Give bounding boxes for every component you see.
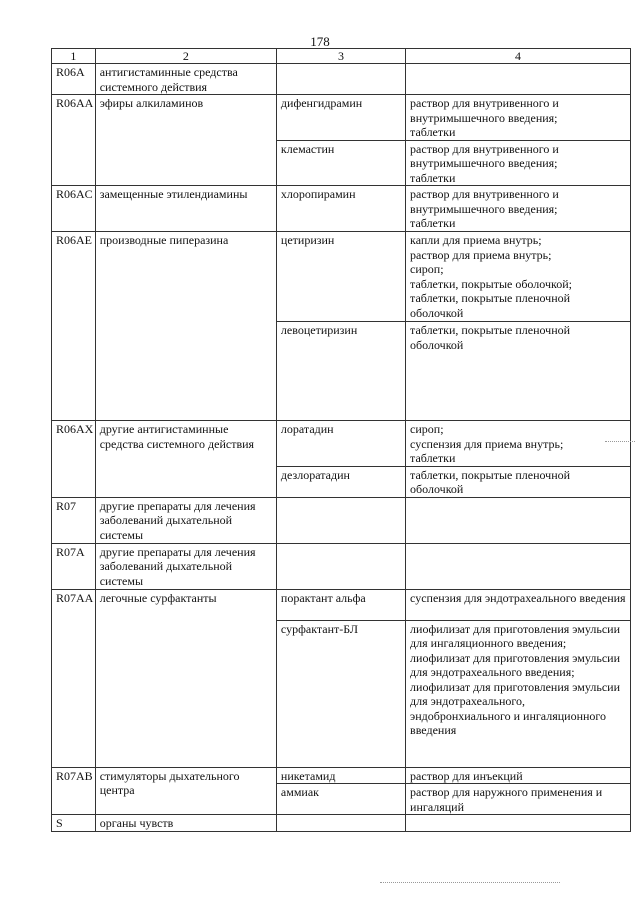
group-name-cell: стимуляторы дыхательного центра bbox=[95, 767, 276, 815]
atc-code-cell: R06AA bbox=[52, 95, 96, 186]
atc-code-cell: R06A bbox=[52, 64, 96, 95]
dosage-form: раствор для приема внутрь; bbox=[410, 247, 552, 262]
atc-code-cell: S bbox=[52, 815, 96, 832]
atc-code-cell: R06AE bbox=[52, 232, 96, 421]
atc-code-cell: R07 bbox=[52, 497, 96, 543]
dosage-form: таблетки, покрытые оболочкой; bbox=[410, 276, 572, 291]
dosage-form: сироп; bbox=[410, 422, 444, 436]
dosage-form-cell bbox=[406, 466, 631, 497]
table-row bbox=[52, 543, 631, 589]
drug-name-cell: лоратадин bbox=[276, 421, 405, 467]
dosage-form: таблетки bbox=[410, 170, 456, 185]
atc-code-cell: R07A bbox=[52, 543, 96, 589]
column-header: 3 bbox=[276, 49, 405, 64]
drug-name-cell: хлоропирамин bbox=[276, 186, 405, 232]
dosage-form: суспензия для эндотрахеального введения bbox=[410, 590, 626, 605]
drug-name-cell: сурфактант-БЛ bbox=[276, 620, 405, 767]
table-row bbox=[52, 232, 631, 322]
dosage-form-cell bbox=[406, 497, 631, 543]
header-row bbox=[52, 49, 631, 64]
dosage-form: лиофилизат для приготовления эмульсии для эндотрахеального введения; bbox=[410, 650, 620, 679]
drug-name-cell bbox=[276, 497, 405, 543]
dosage-form: таблетки, покрытые пленочной оболочкой bbox=[410, 323, 571, 352]
dosage-form-cell bbox=[406, 140, 631, 186]
dosage-form-cell bbox=[406, 589, 631, 620]
group-name-cell: легочные сурфактанты bbox=[95, 589, 276, 767]
dosage-form: раствор для инъекций bbox=[410, 768, 523, 783]
dosage-form: раствор для наружного применения и ингаляций bbox=[410, 785, 603, 814]
drug-name-cell: клемастин bbox=[276, 140, 405, 186]
dosage-form-cell bbox=[406, 64, 631, 95]
drug-name-cell bbox=[276, 815, 405, 832]
dosage-form-cell bbox=[406, 620, 631, 767]
drug-name-cell bbox=[276, 543, 405, 589]
drug-name-cell: никетамид bbox=[276, 767, 405, 784]
column-header: 1 bbox=[52, 49, 96, 64]
drug-table bbox=[51, 48, 631, 832]
table-row bbox=[52, 186, 631, 232]
dosage-form: таблетки, покрытые пленочной оболочкой bbox=[410, 467, 571, 496]
dosage-form-cell bbox=[406, 322, 631, 421]
dosage-form: лиофилизат для приготовления эмульсии для ингаляционного введения; bbox=[410, 621, 620, 650]
dosage-form: таблетки, покрытые пленочной оболочкой bbox=[410, 291, 571, 320]
dosage-form-cell bbox=[406, 543, 631, 589]
drug-name-cell: цетиризин bbox=[276, 232, 405, 322]
dosage-form-cell bbox=[406, 767, 631, 784]
dosage-form: лиофилизат для приготовления эмульсии для эндотрахеального, эндобронхиального и ингаляционного введения bbox=[410, 679, 620, 737]
dosage-form-cell bbox=[406, 232, 631, 322]
dosage-form: таблетки bbox=[410, 125, 456, 139]
drug-name-cell: дифенгидрамин bbox=[276, 95, 405, 141]
group-name-cell: органы чувств bbox=[95, 815, 276, 832]
group-name-cell: замещенные этилендиамины bbox=[95, 186, 276, 232]
dosage-form-cell bbox=[406, 95, 631, 141]
group-name-cell: антигистаминные средства системного действия bbox=[95, 64, 276, 95]
group-name-cell: другие препараты для лечения заболеваний дыхательной системы bbox=[95, 497, 276, 543]
dosage-form-cell bbox=[406, 186, 631, 232]
group-name-cell: другие антигистаминные средства системного действия bbox=[95, 421, 276, 498]
table-row bbox=[52, 95, 631, 141]
column-header: 2 bbox=[95, 49, 276, 64]
drug-name-cell: аммиак bbox=[276, 784, 405, 815]
drug-name-cell: левоцетиризин bbox=[276, 322, 405, 421]
atc-code-cell: R07AB bbox=[52, 767, 96, 815]
atc-code-cell: R06AX bbox=[52, 421, 96, 498]
table-row bbox=[52, 497, 631, 543]
drug-name-cell: дезлоратадин bbox=[276, 466, 405, 497]
column-header: 4 bbox=[406, 49, 631, 64]
page-number: 178 bbox=[310, 34, 330, 49]
dosage-form-cell bbox=[406, 784, 631, 815]
scan-artifact bbox=[605, 441, 635, 442]
dosage-form: раствор для внутривенного и внутримышечного введения; bbox=[410, 141, 559, 170]
table-row bbox=[52, 815, 631, 832]
dosage-form: таблетки bbox=[410, 451, 456, 465]
dosage-form: суспензия для приема внутрь; bbox=[410, 436, 564, 451]
table-row bbox=[52, 767, 631, 784]
table-row bbox=[52, 421, 631, 467]
group-name-cell: другие препараты для лечения заболеваний дыхательной системы bbox=[95, 543, 276, 589]
dosage-form: капли для приема внутрь; bbox=[410, 233, 542, 247]
group-name-cell: эфиры алкиламинов bbox=[95, 95, 276, 186]
group-name-cell: производные пиперазина bbox=[95, 232, 276, 421]
scan-artifact bbox=[380, 882, 560, 883]
drug-name-cell: порактант альфа bbox=[276, 589, 405, 620]
dosage-form-cell bbox=[406, 421, 631, 467]
atc-code-cell: R06AC bbox=[52, 186, 96, 232]
dosage-form: раствор для внутривенного и внутримышечного введения; bbox=[410, 187, 559, 216]
dosage-form: таблетки bbox=[410, 216, 456, 230]
drug-name-cell bbox=[276, 64, 405, 95]
atc-code-cell: R07AA bbox=[52, 589, 96, 767]
dosage-form: сироп; bbox=[410, 262, 444, 276]
table-row bbox=[52, 589, 631, 620]
dosage-form-cell bbox=[406, 815, 631, 832]
dosage-form: раствор для внутривенного и внутримышечного введения; bbox=[410, 96, 559, 125]
table-row bbox=[52, 64, 631, 95]
